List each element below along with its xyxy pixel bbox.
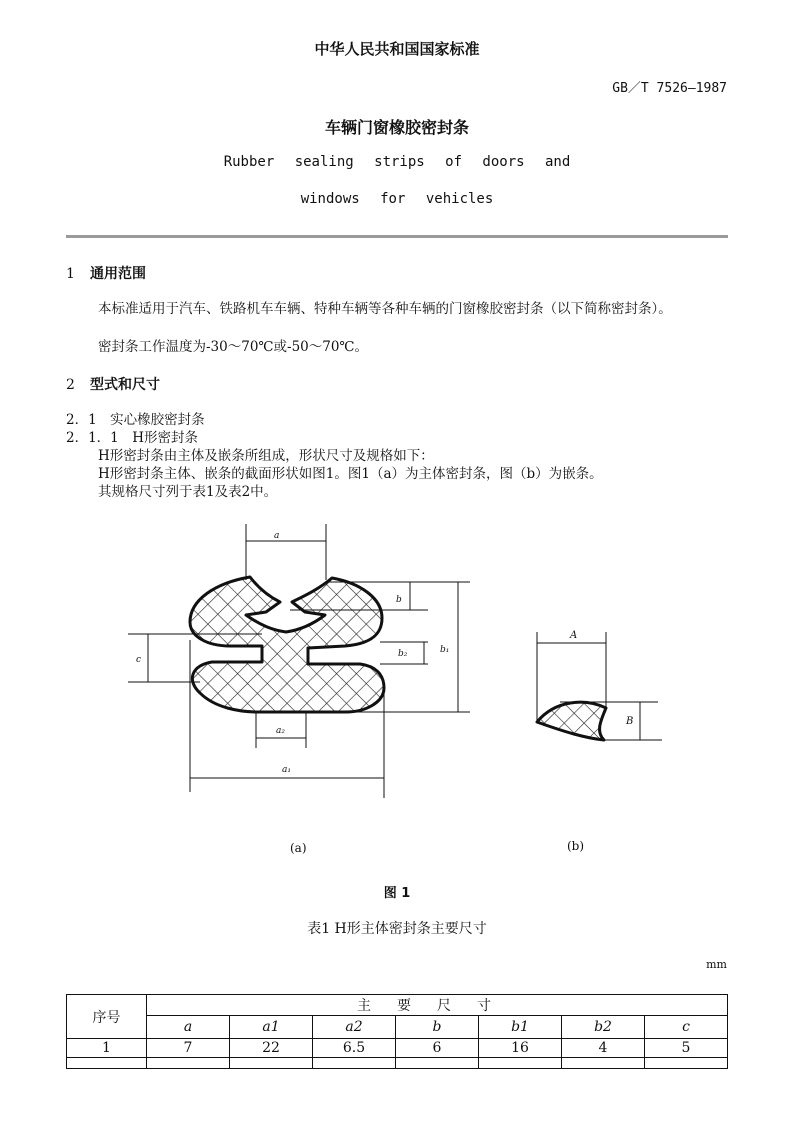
- section-2-heading: [66, 374, 160, 394]
- dim-label-a2: a₂: [276, 726, 285, 736]
- col-header-a2: a2: [313, 1016, 396, 1039]
- dim-label-a: a: [274, 531, 280, 541]
- main-seal-section: [190, 577, 384, 712]
- section-1-title: 通用范围: [90, 266, 146, 282]
- title-divider: [66, 235, 728, 238]
- english-title-line-2: windows for vehicles: [300, 191, 494, 207]
- cell-b1: 16: [479, 1039, 562, 1058]
- section-2-paragraph-a: H形密封条由主体及嵌条所组成，形状尺寸及规格如下：: [98, 448, 434, 464]
- dim-label-b1: b₁: [440, 645, 450, 655]
- figure-1a-label: (a): [290, 841, 307, 855]
- section-2-paragraph-b: H形密封条主体、嵌条的截面形状如图1。图1（a）为主体密封条，图（b）为嵌条。: [98, 466, 603, 482]
- section-1-heading: [66, 263, 146, 283]
- section-2-number: 2: [66, 377, 75, 393]
- col-header-b1: b1: [479, 1016, 562, 1039]
- cell-a: 7: [147, 1039, 230, 1058]
- table-1: [66, 994, 728, 1069]
- col-header-a: a: [147, 1016, 230, 1039]
- col-header-a1: a1: [230, 1016, 313, 1039]
- figure-1b-label: (b): [567, 839, 585, 853]
- dim-label-a1: a₁: [282, 765, 291, 775]
- dim-label-b: b: [396, 595, 402, 605]
- figure-1-drawing: [120, 515, 680, 860]
- col-header-c: c: [645, 1016, 728, 1039]
- table-row: [67, 1039, 728, 1058]
- cell-index: 1: [67, 1039, 147, 1058]
- table-1-unit: mm: [706, 958, 727, 971]
- dim-label-b2: b₂: [398, 649, 408, 659]
- cell-a1: 22: [230, 1039, 313, 1058]
- section-1-number: 1: [66, 266, 75, 282]
- section-1-paragraph-1-text: 本标准适用于汽车、铁路机车车辆、特种车辆等各种车辆的门窗橡胶密封条（以下简称密封条）。: [98, 301, 672, 317]
- cell-c: 5: [645, 1039, 728, 1058]
- figure-1-caption: 图 1: [383, 886, 411, 901]
- section-2-paragraph-c: 其规格尺寸列于表1及表2中。: [98, 484, 278, 500]
- col-header-b: b: [396, 1016, 479, 1039]
- insert-strip-section: [537, 702, 606, 740]
- cell-a2: 6.5: [313, 1039, 396, 1058]
- subsection-2-1: 2．1 实心橡胶密封条: [66, 412, 205, 428]
- section-1-paragraph-2: 密封条工作温度为-30～70℃或-50～70℃。: [98, 339, 369, 355]
- subsection-2-1-1: 2．1．1 H形密封条: [66, 430, 199, 446]
- table-row-partial: [67, 1058, 728, 1069]
- col-group-header: 主要尺寸: [147, 995, 728, 1016]
- dim-label-A: A: [570, 630, 578, 641]
- standard-name: 中华人民共和国国家标准: [314, 40, 480, 58]
- document-title: 车辆门窗橡胶密封条: [324, 118, 469, 137]
- cell-b: 6: [396, 1039, 479, 1058]
- standard-number: GB／T 7526—1987: [612, 81, 727, 96]
- section-2-title: 型式和尺寸: [90, 377, 160, 393]
- col-header-b2: b2: [562, 1016, 645, 1039]
- dim-label-B: B: [626, 716, 634, 727]
- col-header-index: 序号: [67, 995, 147, 1039]
- english-title-line-1: Rubber sealing strips of doors and: [223, 154, 571, 170]
- dim-label-c: c: [136, 655, 142, 665]
- section-1-paragraph-1: [66, 300, 728, 318]
- cell-b2: 4: [562, 1039, 645, 1058]
- table-1-title: 表1 H形主体密封条主要尺寸: [307, 921, 487, 937]
